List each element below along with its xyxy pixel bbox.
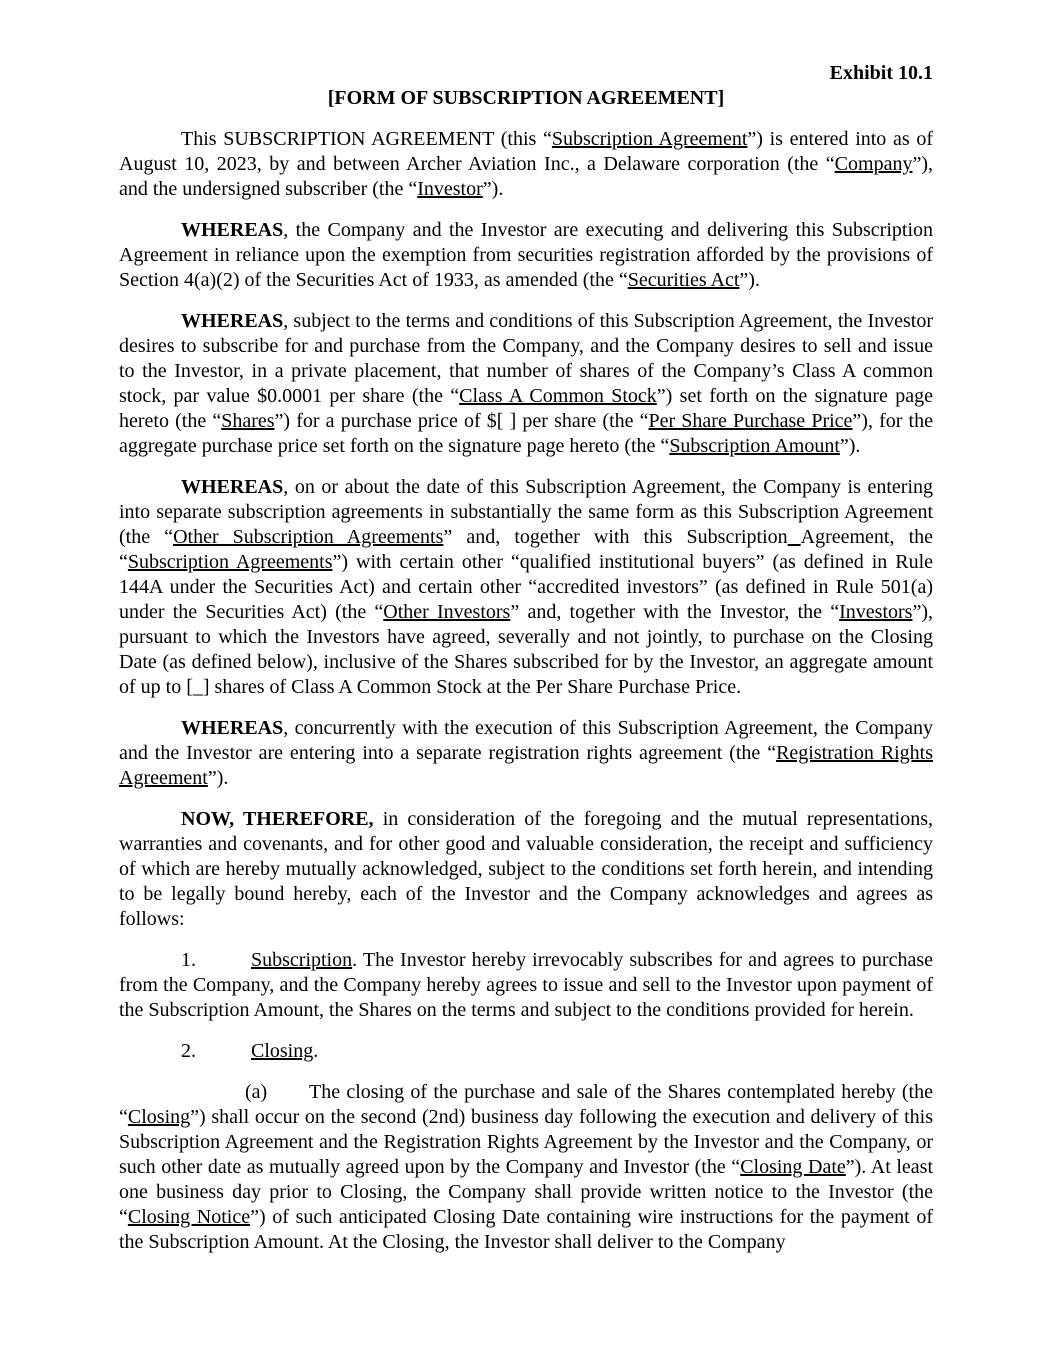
text-run: WHEREAS [181,219,284,241]
body-paragraph [119,218,933,293]
text-run: WHEREAS [181,310,284,332]
text-run: ”) set forth on the signature page hereto (the “ [119,385,933,432]
defined-term: Other Subscription Agreements [173,526,444,548]
subsection-paragraph [119,1080,933,1255]
text-run: , concurrently with the execution of this Subscription Agreement, the Company and the Investor are entering into a separate registration rights agreement (the “ [119,717,933,764]
defined-term: Investors [839,601,913,623]
defined-term: Closing [127,1106,191,1128]
text-run: in consideration of the foregoing and the mutual representations, warranties and covenants, and for other good and valuable consideration, the receipt and sufficiency of which are hereby mutually acknowledged, subject to the conditions set forth herein, and intending to be legally bound hereby, each of the Investor and the Company acknowledges and agrees as follows: [119,808,933,930]
defined-term: Closing Date [740,1156,846,1178]
section-paragraph [119,948,933,1023]
document-title: [FORM OF SUBSCRIPTION AGREEMENT] [327,87,725,109]
text-run: ”), and the undersigned subscriber (the “ [119,153,933,200]
text-run: This SUBSCRIPTION AGREEMENT (this “ [181,128,552,150]
text-run: , subject to the terms and conditions of this Subscription Agreement, the Investor desires to subscribe for and purchase from the Company, and the Company desires to sell and issue to the Investor, in a private placement, that number of shares of the Company’s Class A common stock, par value $0.0001 per share (the “ [119,310,933,407]
exhibit-label: Exhibit 10.1 [829,62,933,84]
section-number: 1. [181,949,196,971]
defined-term [788,526,801,548]
section-number: (a) [245,1081,268,1103]
text-run: WHEREAS [181,717,284,739]
body-paragraph [119,309,933,459]
defined-term: Shares [221,410,275,432]
body-paragraph [119,475,933,700]
defined-term: Subscription Agreements [127,551,333,573]
text-run: , the Company and the Investor are executing and delivering this Subscription Agreement in reliance upon the exemption from securities registration afforded by the provisions of Section 4(a)(2) of the Securities Act of 1933, as amended (the “ [119,219,933,291]
text-run: Agreement, the “ [119,526,933,573]
text-run: ”) of such anticipated Closing Date containing wire instructions for the payment of the Subscription Amount. At the Closing, the Investor shall deliver to the Company [119,1206,934,1253]
defined-term: Per Share Purchase Price [648,410,853,432]
defined-term: Subscription Amount [669,435,840,457]
text-run: ”). [207,767,229,789]
text-run: NOW, THEREFORE, [181,808,374,830]
text-run: ”). At least one business day prior to Closing, the Company shall provide written notice to the Investor (the “ [119,1156,933,1228]
text-run: ” and, together with the Investor, the “ [510,601,840,623]
defined-term: Registration Rights Agreement [119,742,934,789]
defined-term: Closing Notice [127,1206,251,1228]
text-run: . [313,1040,319,1062]
defined-term: Securities Act [627,269,740,291]
defined-term: Closing [251,1040,314,1062]
body-paragraph [119,127,933,202]
text-run: The closing of the purchase and sale of the Shares contemplated hereby (the “ [119,1081,933,1128]
text-run: WHEREAS [181,476,284,498]
defined-term: Class A Common Stock [459,385,657,407]
text-run: ”) is entered into as of August 10, 2023, by and between Archer Aviation Inc., a Delaware corporation (the “ [119,128,933,175]
defined-term: Company [834,153,913,175]
body-paragraph [119,807,933,932]
text-run: ”). [839,435,861,457]
defined-term: Subscription Agreement [551,128,748,150]
text-run: ”) with certain other “qualified institutional buyers” (as defined in Rule 144A under the Securities Act) and certain other “accredited investors” (as defined in Rule 501(a) under the Securities Act) (the “ [119,551,934,623]
section-paragraph [119,1039,933,1064]
defined-term: Other Investors [383,601,511,623]
text-run: . The Investor hereby irrevocably subscribes for and agrees to purchase from the Company, and the Company hereby agrees to issue and sell to the Investor upon payment of the Subscription Amount, the Shares on the terms and subject to the conditions provided for herein. [119,949,933,1021]
text-run: ”) shall occur on the second (2nd) business day following the execution and delivery of this Subscription Agreement and the Registration Rights Agreement by the Investor and the Company, or such other date as mutually agreed upon by the Company and Investor (the “ [119,1106,933,1178]
defined-term: Investor [417,178,483,200]
text-run: ”). [739,269,760,291]
text-run: ”), pursuant to which the Investors have agreed, severally and not jointly, to purchase on the Closing Date (as defined below), inclusive of the Shares subscribed for by the Investor, an aggregate amount of up to [_] shares of Class A Common Stock at the Per Share Purchase Price. [119,601,933,698]
text-run: ”), for the aggregate purchase price set forth on the signature page hereto (the “ [119,410,933,457]
body-paragraph [119,716,933,791]
text-run: ” and, together with this Subscription [443,526,788,548]
defined-term: Subscription [251,949,353,971]
text-run: , on or about the date of this Subscription Agreement, the Company is entering into separate subscription agreements in substantially the same form as this Subscription Agreement (the “ [119,476,933,548]
document-body [119,127,933,1255]
section-number: 2. [181,1040,196,1062]
text-run: ”) for a purchase price of $[ ] per share (the “ [274,410,649,432]
text-run: ”). [482,178,504,200]
